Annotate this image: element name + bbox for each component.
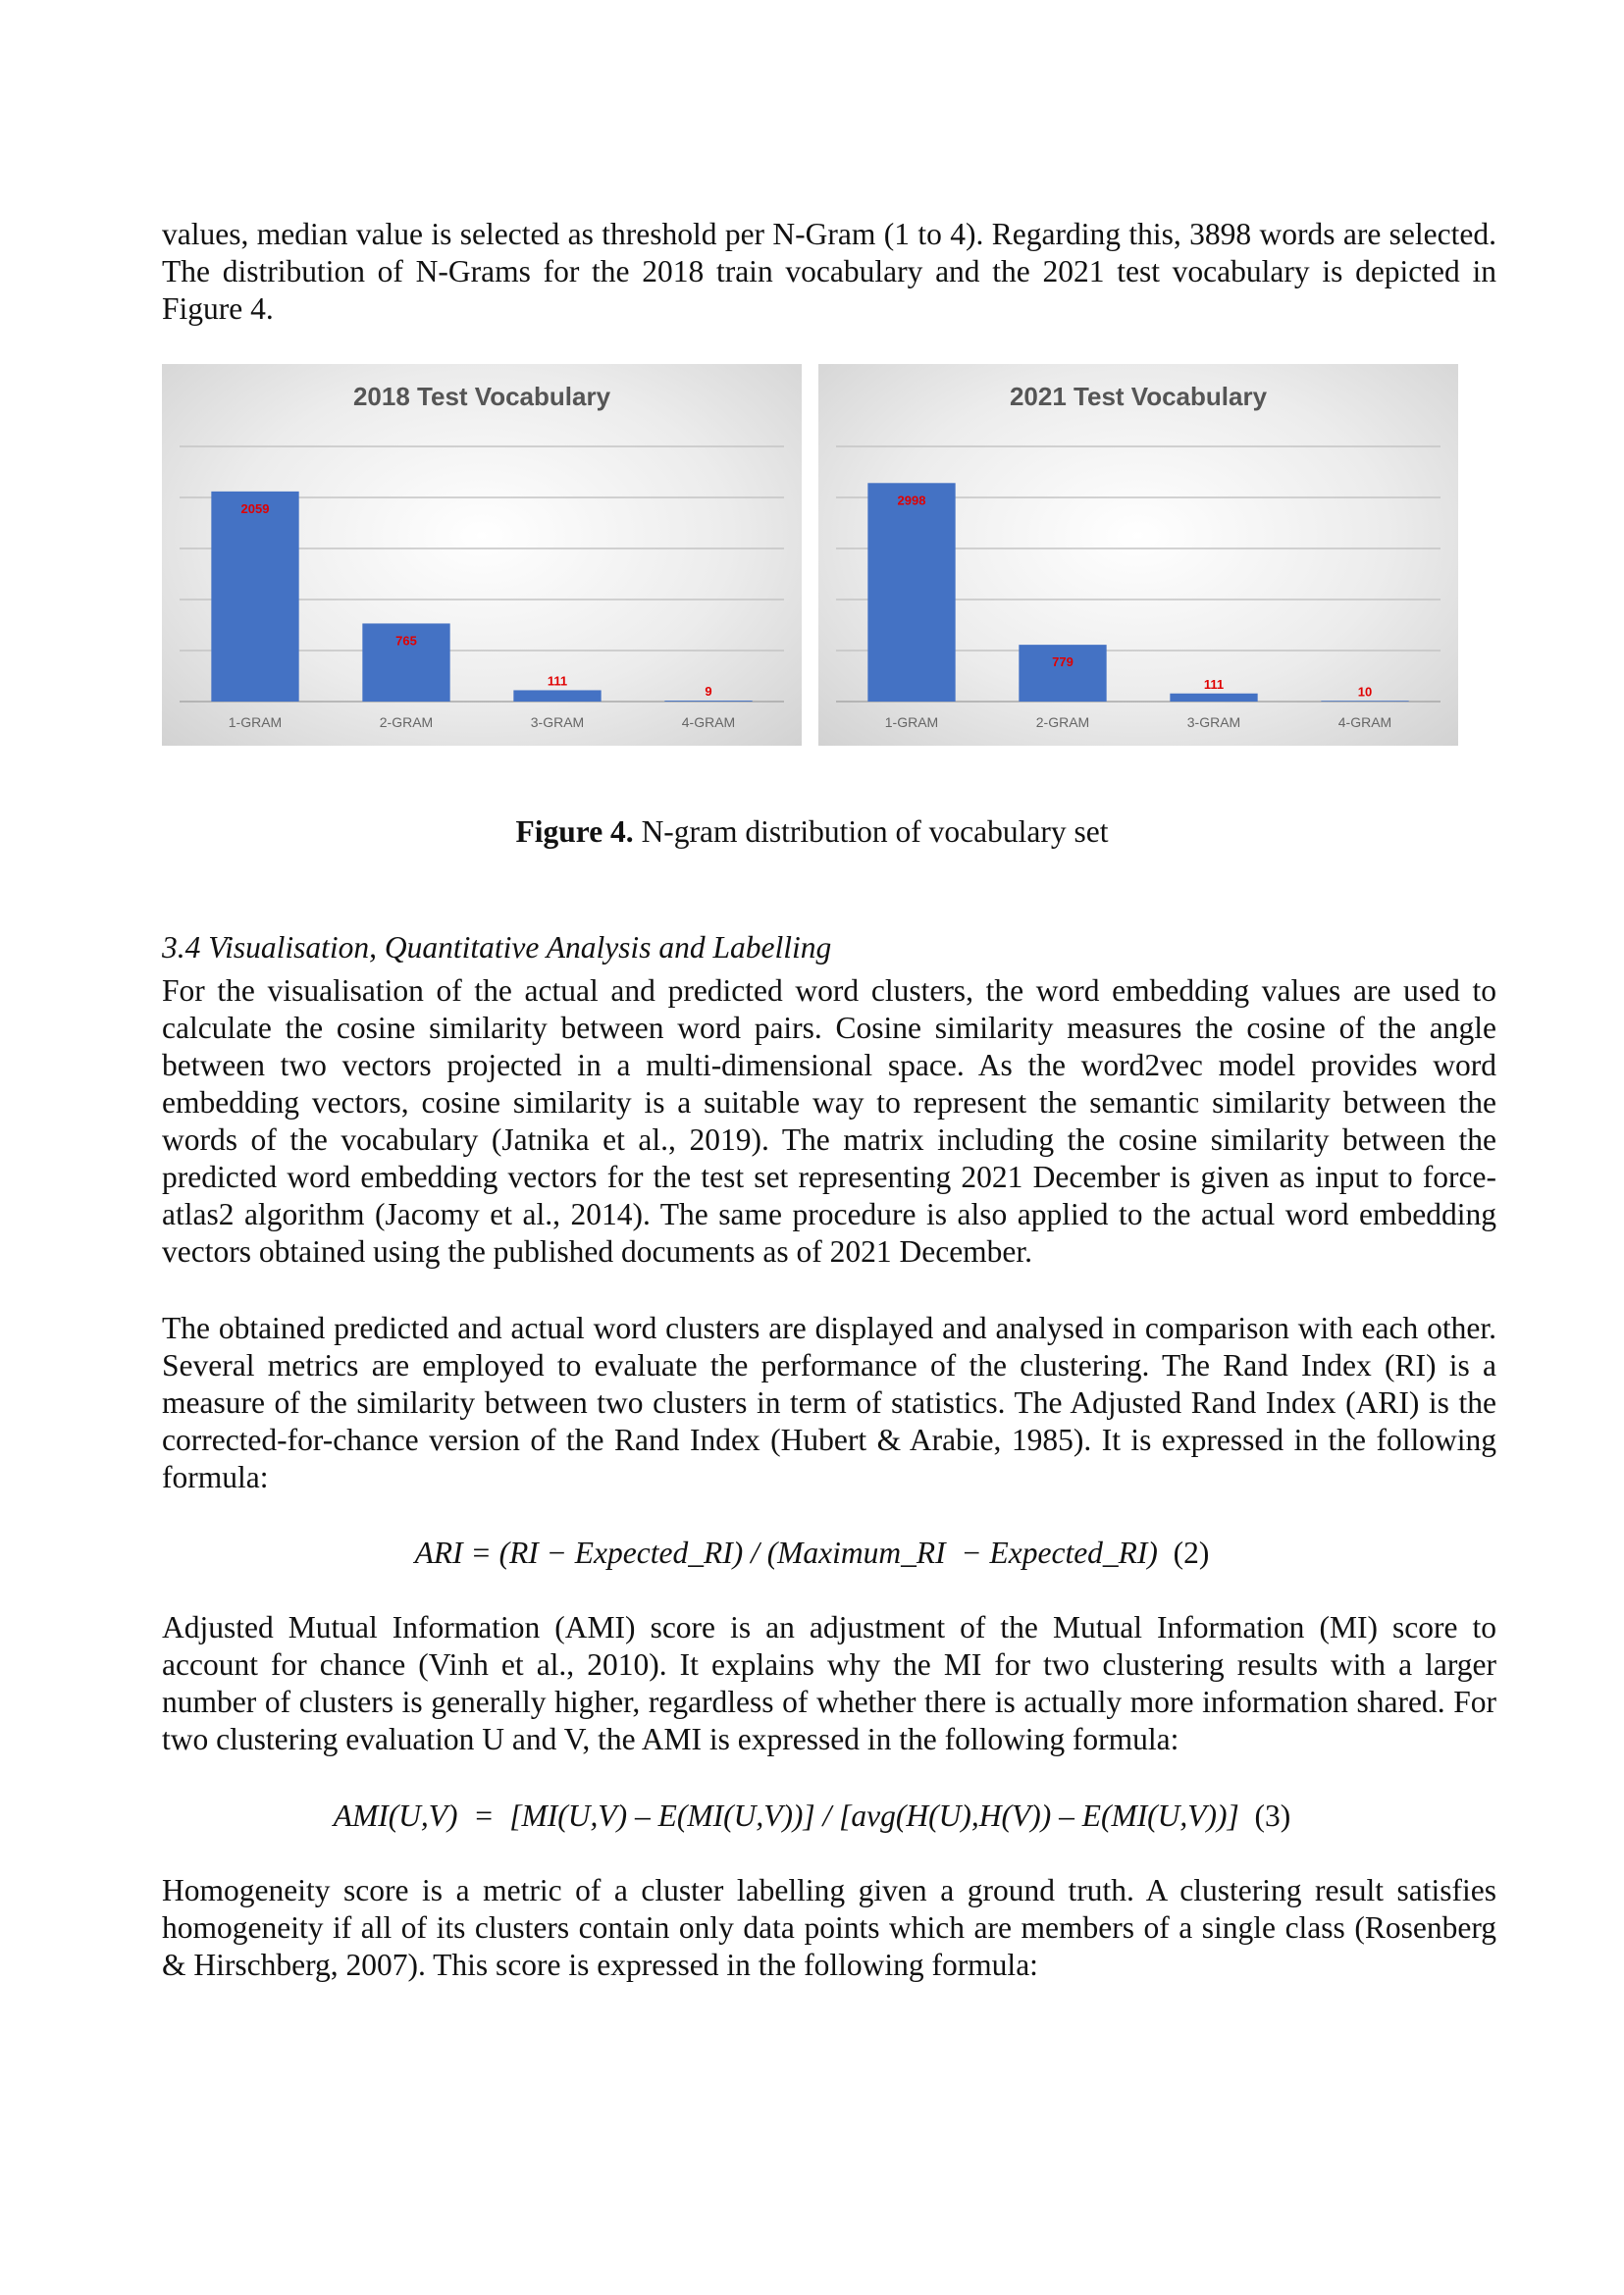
bar-3-gram — [513, 690, 601, 702]
chart-2018-test-vocabulary — [162, 364, 802, 746]
ami-formula-number: (3) — [1254, 1799, 1291, 1833]
chart-title: 2021 Test Vocabulary — [1009, 382, 1268, 411]
bar-1-gram — [211, 492, 298, 702]
x-tick-label: 1-GRAM — [228, 714, 283, 730]
chart-2021-svg — [818, 364, 1458, 746]
section-heading: 3.4 Visualisation, Quantitative Analysis and Labelling — [162, 930, 832, 965]
data-label: 111 — [1203, 676, 1225, 692]
intro-paragraph: values, median value is selected as threshold per N-Gram (1 to 4). Regarding this, 3898 words are selected. The distribution of N-Grams for the 2018 train vocabulary and the 2021 test vocabulary is depicted in Figure 4. — [162, 217, 1496, 326]
data-label: 10 — [1357, 684, 1373, 700]
ami-formula — [0, 1799, 1624, 1834]
chart-2021-test-vocabulary — [818, 364, 1458, 746]
ami-paragraph: Adjusted Mutual Information (AMI) score is an adjustment of the Mutual Information (MI) score to account for chance (Vinh et al., 2010). It explains why the MI for two clustering results with a larger number of clusters is generally higher, regardless of whether there is actually more information shared. For two clustering evaluation U and V, the AMI is expressed in the following formula: — [162, 1610, 1496, 1756]
data-label: 2998 — [897, 493, 926, 508]
homogeneity-paragraph: Homogeneity score is a metric of a cluster labelling given a ground truth. A clustering result satisfies homogeneity if all of its clusters contain only data points which are members of a single class (Rosenberg & Hirschberg, 2007). This score is expressed in the following formula: — [162, 1873, 1496, 1982]
x-tick-label: 4-GRAM — [1337, 714, 1392, 730]
data-label: 779 — [1052, 654, 1074, 670]
data-label: 2059 — [240, 500, 270, 516]
ami-formula-expression: AMI(U,V) = [MI(U,V) – E(MI(U,V))] / [avg(H(U),H(V)) – E(MI(U,V))] — [333, 1799, 1239, 1833]
data-label: 765 — [395, 633, 417, 649]
data-label: 111 — [547, 673, 568, 689]
x-tick-label: 1-GRAM — [884, 714, 939, 730]
ari-formula-number: (2) — [1173, 1536, 1210, 1570]
x-tick-label: 4-GRAM — [681, 714, 736, 730]
figure-caption-text: N-gram distribution of vocabulary set — [633, 814, 1109, 849]
ari-formula-expression: ARI = (RI − Expected_RI) / (Maximum_RI − Expected_RI) — [414, 1536, 1158, 1570]
bar-2-gram — [1019, 645, 1106, 702]
bar-1-gram — [867, 483, 955, 702]
ari-formula — [0, 1536, 1624, 1571]
visualisation-paragraph: For the visualisation of the actual and predicted word clusters, the word embedding values are used to calculate the cosine similarity between word pairs. Cosine similarity measures the cosine of the angle between two vectors projected in a multi-dimensional space. As the word2vec model provides word embedding vectors, cosine similarity is a suitable way to represent the semantic similarity between the words of the vocabulary (Jatnika et al., 2019). The matrix including the cosine similarity between the predicted word embedding vectors for the test set representing 2021 December is given as input to force-atlas2 algorithm (Jacomy et al., 2014). The same procedure is also applied to the actual word embedding vectors obtained using the published documents as of 2021 December. — [162, 973, 1496, 1269]
data-label: 9 — [705, 684, 712, 700]
bar-4-gram — [1321, 701, 1408, 702]
x-tick-label: 3-GRAM — [1186, 714, 1241, 730]
figure-caption — [0, 814, 1624, 850]
x-tick-label: 2-GRAM — [379, 714, 434, 730]
chart-title: 2018 Test Vocabulary — [352, 382, 611, 411]
figure-caption-label: Figure 4. — [515, 814, 634, 849]
bar-4-gram — [664, 701, 752, 702]
x-tick-label: 2-GRAM — [1035, 714, 1090, 730]
chart-2018-svg — [162, 364, 802, 746]
x-tick-label: 3-GRAM — [530, 714, 585, 730]
metrics-paragraph: The obtained predicted and actual word clusters are displayed and analysed in comparison with each other. Several metrics are employed to evaluate the performance of the clustering. The Rand Index (RI) is a measure of the similarity between two clusters in term of statistics. The Adjusted Rand Index (ARI) is the corrected-for-chance version of the Rand Index (Hubert & Arabie, 1985). It is expressed in the following formula: — [162, 1311, 1496, 1494]
bar-3-gram — [1170, 694, 1257, 702]
